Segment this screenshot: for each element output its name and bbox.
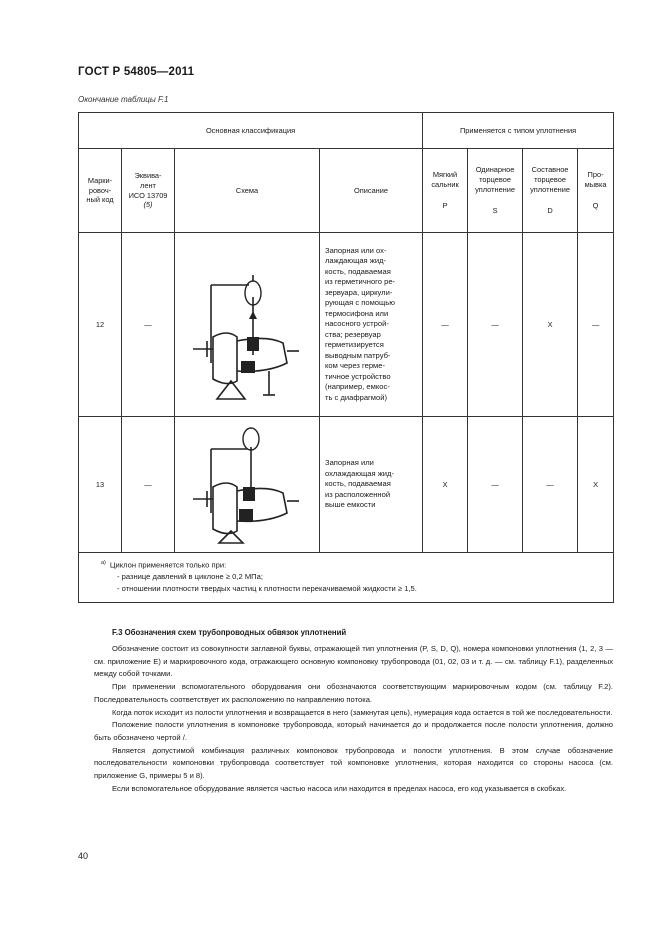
col-desc-header: Описание	[320, 149, 423, 233]
seal-p-cell: —	[423, 233, 468, 417]
footnote-item: - разнице давлений в циклоне ≥ 0,2 МПа;	[117, 572, 263, 582]
seal-col-q-header: Про- мывка Q	[578, 149, 614, 233]
paragraph: При применении вспомогательного оборудования они обозначаются соответствующим маркировочным кодом (см. таблицу F.2). Последовательность соответствует их расположению по направлению потока.	[94, 682, 613, 704]
row-code: 13	[79, 417, 122, 553]
row-equiv: —	[122, 233, 175, 417]
row-code: 12	[79, 233, 122, 417]
scheme-13	[175, 417, 320, 553]
section-body	[94, 643, 613, 795]
paragraph: Обозначение состоит из совокупности заглавной буквы, отражающей тип уплотнения (P, S, D, Q), номера компоновки уплотнения (1, 2, 3 — см. приложение Е) и маркировочного кода, отражающего основную компоновку трубопровода (01, 02, 03 и т. д. — см. таблицу F.1), разделенных между собой точками.	[94, 644, 613, 679]
paragraph: Является допустимой комбинация различных компоновок трубопровода и полости уплотнения. В этом случае обозначение последовательности компоновки трубопровода соответствует той компоновке уплотнения, которая находится со стороны насоса (см. приложение G, примеры 5 и 8).	[94, 745, 613, 781]
section-title: F.3 Обозначения схем трубопроводных обвязок уплотнений	[112, 628, 347, 637]
row-description: Запорная или ох- лаждающая жид- кость, подаваемая из герметичного ре- зервуара, циркули- рующая с помощью термосифона или насосного устрой- ства; резервуар герметизируется выводным патруб- ком через герме- тичное устройство (например, емкос- ть с диафрагмой)	[320, 233, 423, 417]
footnote-mark: а)	[101, 560, 106, 566]
table-row	[79, 417, 614, 553]
seal-d-cell: —	[523, 417, 578, 553]
table-row	[79, 233, 614, 417]
row-equiv: —	[122, 417, 175, 553]
seal-d-cell: X	[523, 233, 578, 417]
table-caption: Окончание таблицы F.1	[78, 95, 169, 104]
seal-p-cell: X	[423, 417, 468, 553]
col-equiv-header: Эквива- лент ИСО 13709 (5)	[122, 149, 175, 233]
footnote-title: Циклон применяется только при:	[109, 560, 227, 570]
page-number: 40	[78, 851, 89, 861]
document-header: ГОСТ Р 54805—2011	[78, 66, 195, 78]
classification-table	[78, 112, 614, 603]
paragraph: Положение полости уплотнения в компоновке трубопровода, который начинается до и продолжается после полости уплотнения, должно быть обозначено чертой /.	[94, 720, 613, 742]
col-scheme-header: Схема	[175, 149, 320, 233]
row-description: Запорная или охлаждающая жид- кость, подаваемая из расположенной выше емкости	[320, 417, 423, 553]
seal-col-d-header: Составное торцевое уплотнение D	[523, 149, 578, 233]
seal-q-cell: X	[578, 417, 614, 553]
equiv-ref: (5)	[143, 200, 153, 210]
pump-scheme-13-diagram	[187, 425, 307, 545]
paragraph: Если вспомогательное оборудование является частью насоса или находится в пределах насоса, его код указывается в скобках.	[112, 783, 567, 793]
table-footnote	[79, 553, 614, 603]
footnote-item: - отношении плотности твердых частиц к плотности перекачиваемой жидкости ≥ 1,5.	[117, 584, 417, 594]
group-seal-header: Применяется с типом уплотнения	[423, 113, 614, 149]
group-main-header: Основная классификация	[79, 113, 423, 149]
seal-col-p-header: Мягкий сальник P	[423, 149, 468, 233]
seal-s-cell: —	[468, 417, 523, 553]
col-code-header: Марки- ровоч- ный код	[79, 149, 122, 233]
scheme-12	[175, 233, 320, 417]
seal-col-s-header: Одинарное торцевое уплотнение S	[468, 149, 523, 233]
seal-s-cell: —	[468, 233, 523, 417]
paragraph: Когда поток исходит из полости уплотнения и возвращается в него (замкнутая цепь), нумерация кода остается в той же последовательности.	[112, 707, 613, 717]
pump-scheme-12-diagram	[187, 245, 307, 405]
seal-q-cell: —	[578, 233, 614, 417]
